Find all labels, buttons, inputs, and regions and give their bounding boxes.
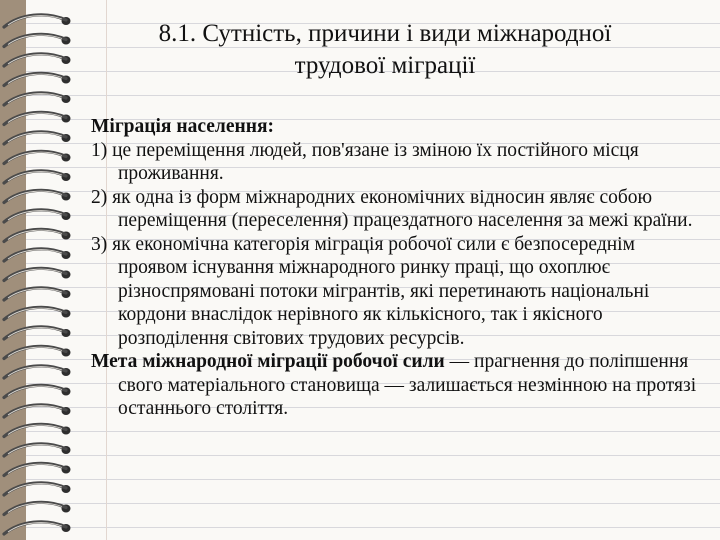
binding-ring-12 [4, 229, 71, 241]
binding-ring-14 [4, 268, 71, 280]
binding-ring-8 [4, 151, 71, 163]
binding-ring-11 [4, 210, 71, 222]
binding-ring-7 [4, 132, 71, 144]
binding-ring-13 [4, 249, 71, 261]
binding-ring-1 [4, 15, 71, 27]
binding-ring-5 [4, 93, 71, 105]
list-item-3: 3) як економічна категорія міграція робочої сили є безпосереднім проявом існування міжнародного ринку праці, що охоплює різноспрямовані потоки мігрантів, які перетинають національні кордони внаслідок нерівного як кількісного, так і якісного розподілення світових трудових ресурсів. [91, 233, 650, 349]
slide-body [91, 115, 701, 421]
binding-ring-18 [4, 346, 71, 358]
binding-ring-25 [4, 483, 71, 495]
title-line-2: трудової міграції [294, 52, 476, 79]
binding-ring-21 [4, 405, 71, 417]
binding-ring-19 [4, 366, 71, 378]
binding-ring-24 [4, 463, 71, 475]
binding-ring-27 [4, 522, 71, 534]
binding-ring-17 [4, 327, 71, 339]
goal-paragraph [91, 350, 701, 421]
binding-ring-20 [4, 385, 71, 397]
binding-ring-2 [4, 34, 71, 46]
binding-ring-23 [4, 444, 71, 456]
binding-ring-3 [4, 54, 71, 66]
list-item-1: 1) це переміщення людей, пов'язане із зміною їх постійного місця проживання. [91, 139, 639, 184]
list-item-2: 2) як одна із форм міжнародних економічних відносин являє собою переміщення (переселення) працездатного населення за межі країни. [91, 186, 693, 231]
section-heading: Міграція населення: [91, 116, 274, 137]
binding-ring-16 [4, 307, 71, 319]
binding-ring-22 [4, 424, 71, 436]
binding-ring-6 [4, 112, 71, 124]
binding-ring-26 [4, 502, 71, 514]
goal-rest-text: — прагнення до поліпшення свого матеріального становища — залишається незмінною на протязі останнього століття. [118, 351, 697, 419]
binding-ring-15 [4, 288, 71, 300]
binding-ring-4 [4, 73, 71, 85]
binding-ring-9 [4, 171, 71, 183]
goal-bold-text: Мета міжнародної міграції робочої сили [91, 351, 445, 372]
title-line-1: 8.1. Сутність, причини і види міжнародної [158, 20, 612, 47]
binding-ring-10 [4, 190, 71, 202]
spiral-binding [0, 0, 90, 540]
slide-title [100, 18, 670, 82]
